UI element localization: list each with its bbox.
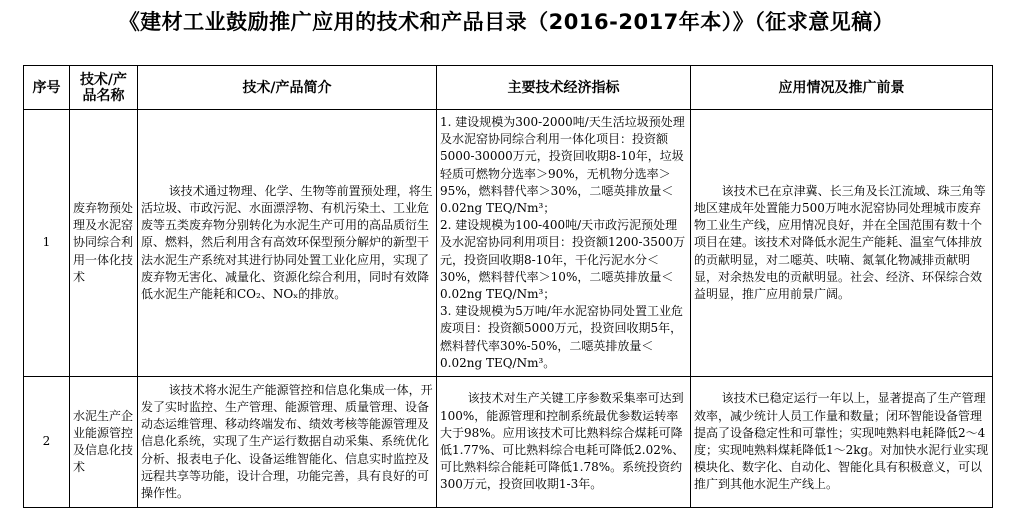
header-description: 技术/产品简介: [138, 66, 437, 110]
technical-metrics: [437, 110, 691, 377]
description-text: 该技术通过物理、化学、生物等前置预处理，将生活垃圾、市政污泥、水面漂浮物、有机污染土、工业危废等五类废弃物分别转化为水泥生产可用的高品质衍生原、燃料，然后利用含有高效环保型预分解炉的新型干法水泥生产系统对其进行协同处置工业化应用，实现了废弃物无害化、减量化、资源化综合利用，同时有效降低水泥生产能耗和CO₂、NOₓ的排放。: [141, 183, 433, 301]
header-no: 序号: [24, 66, 70, 110]
metric-item: 2. 建设规模为100-400吨/天市政污泥预处理及水泥窑协同利用项目：投资额1200-3500万元，投资回收期8-10年，干化污泥水分＜30%，燃料替代率＞10%，二噁英排放量＜0.02ng TEQ/Nm³；: [440, 218, 686, 301]
technology-name: 水泥生产企业能源管控及信息化技术: [70, 377, 138, 508]
metric-item: 3. 建设规模为5万吨/年水泥窑协同处置工业危废项目：投资额5000万元，投资回收期5年，燃料替代率30%-50%，二噁英排放量＜0.02ng TEQ/Nm³。: [440, 304, 683, 370]
technology-description: [138, 377, 437, 508]
table-row: [24, 110, 993, 377]
description-text: 该技术将水泥生产能源管控和信息化集成一体，开发了实时监控、生产管理、能源管理、质量管理、设备动态运维管理、移动终端发布、绩效考核等能源管理及信息化系统，实现了生产运行数据自动采集、系统优化分析、报表电子化、设备运维智能化、信息实时监控及远程共享等功能，设计合理，功能完善，具有良好的可操作性。: [141, 382, 433, 500]
technology-name: 废弃物预处理及水泥窑协同综合利用一体化技术: [70, 110, 138, 377]
application-prospects: [691, 110, 993, 377]
header-name: 技术/产品名称: [70, 66, 138, 110]
row-number: 1: [24, 110, 70, 377]
catalog-table: [23, 65, 993, 508]
header-metrics: 主要技术经济指标: [437, 66, 691, 110]
document-title: 《建材工业鼓励推广应用的技术和产品目录（2016-2017年本）》（征求意见稿）: [118, 10, 895, 34]
technical-metrics: [437, 377, 691, 508]
row-number: 2: [24, 377, 70, 508]
technology-description: [138, 110, 437, 377]
table-row: [24, 377, 993, 508]
metric-item: 1. 建设规模为300-2000吨/天生活垃圾预处理及水泥窑协同综合利用一体化项目：投资额5000-30000万元，投资回收期8-10年，垃圾轻质可燃物分选率＞90%，无机物分选率＞95%，燃料替代率＞30%，二噁英排放量＜0.02ng TEQ/Nm³；: [440, 114, 685, 215]
application-text: 该技术已在京津冀、长三角及长江流域、珠三角等地区建成年处置能力500万吨水泥窑协同处理城市废弃物工业生产线，应用情况良好，并在全国范围有数十个项目在建。该技术对降低水泥生产能耗、温室气体排放的贡献明显，对二噁英、呋喃、氮氧化物减排贡献明显，对余热发电的贡献明显。社会、经济、环保综合效益明显，推广应用前景广阔。: [694, 183, 986, 301]
table-header-row: [24, 66, 993, 110]
application-prospects: [691, 377, 993, 508]
metric-item: 该技术对生产关键工序参数采集率可达到100%，能源管理和控制系统最优参数运转率大于98%。应用该技术可比熟料综合煤耗可降低1.77%、可比熟料综合电耗可降低2.02%、可比熟料综合能耗可降低1.78%。系统投资约300万元，投资回收期1-3年。: [440, 391, 685, 492]
header-application: 应用情况及推广前景: [691, 66, 993, 110]
application-text: 该技术已稳定运行一年以上，显著提高了生产管理效率，减少统计人员工作量和数量；闭环智能设备管理提高了设备稳定性和可靠性；实现吨熟料电耗降低2～4度；实现吨熟料煤耗降低1～2kg。对加快水泥行业实现模块化、数字化、自动化、智能化具有积极意义，可以推广到其他水泥生产线上。: [694, 391, 989, 492]
